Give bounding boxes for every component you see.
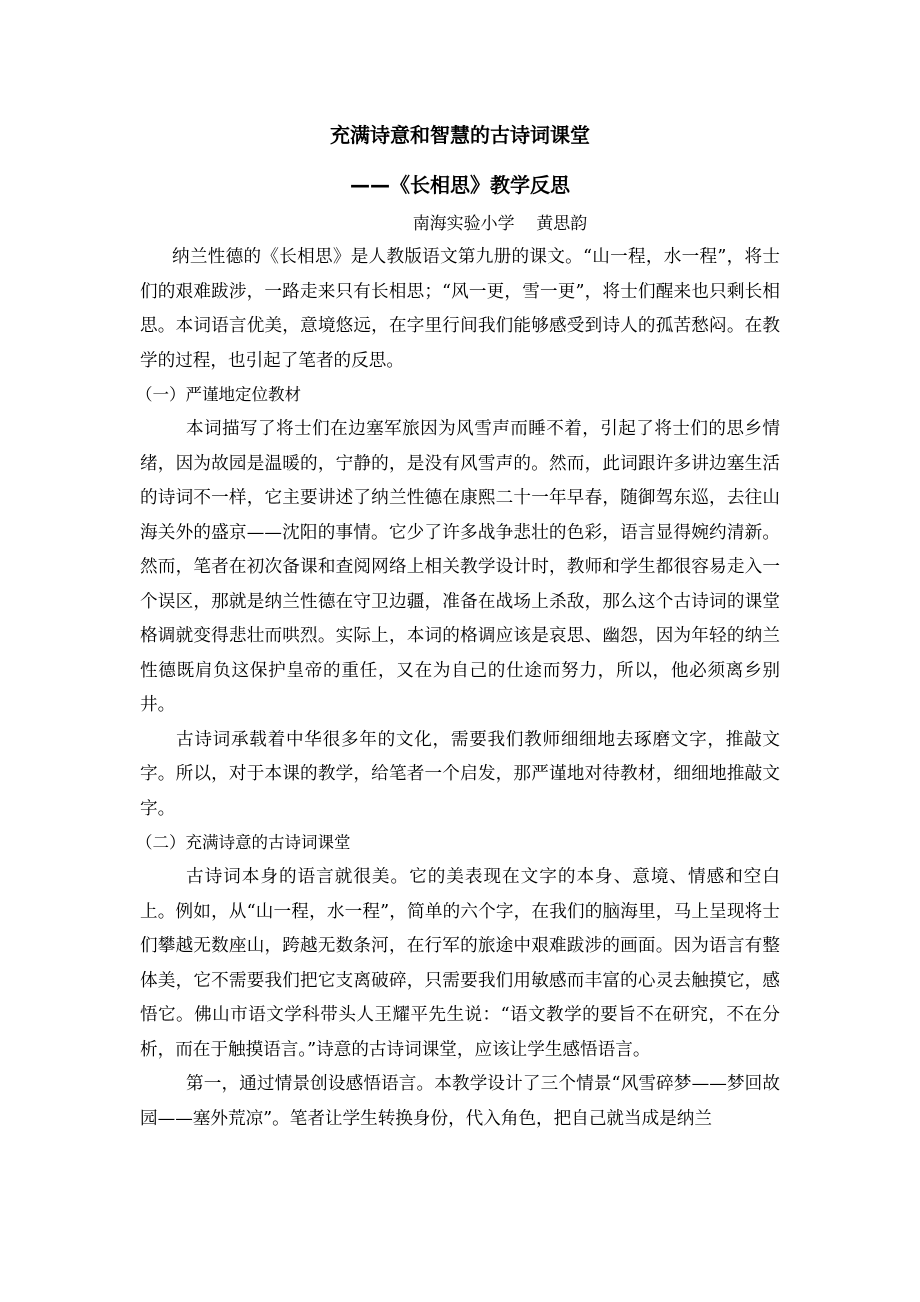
document-page: [136, 108, 780, 1136]
section-1-paragraph-1: 本词描写了将士们在边塞军旅因为风雪声而睡不着，引起了将士们的思乡情绪，因为故园是温暖的，宁静的，是没有风雪声的。然而，此词跟许多讲边塞生活的诗词不一样，它主要讲述了纳兰性德在康熙二十一年早春，随御驾东巡，去往山海关外的盛京——沈阳的事情。它少了许多战争悲壮的色彩，语言显得婉约清新。然而，笔者在初次备课和查阅网络上相关教学设计时，教师和学生都很容易走入一个误区，那就是纳兰性德在守卫边疆，准备在战场上杀敌，那么这个古诗词的课堂格调就变得悲壮而哄烈。实际上，本词的格调应该是哀思、幽怨，因为年轻的纳兰性德既肩负这保护皇帝的重任，又在为自己的仕途而努力，所以，他必须离乡别井。: [140, 419, 780, 715]
section-heading-1: （一）严谨地定位教材: [136, 385, 301, 404]
section-heading-2: （二）充满诗意的古诗词课堂: [136, 833, 351, 852]
intro-paragraph: 纳兰性德的《长相思》是人教版语文第九册的课文。“山一程，水一程”，将士们的艰难跋涉，一路走来只有长相思；“风一更，雪一更”，将士们醒来也只剩长相思。本词语言优美，意境悠远，在字里行间我们能够感受到诗人的孤苦愁闷。在教学的过程，也引起了笔者的反思。: [140, 247, 780, 371]
author-line: 南海实验小学 黄思韵: [412, 214, 588, 234]
section-2-paragraph-2: 第一，通过情景创设感悟语言。本教学设计了三个情景“风雪碎梦——梦回故园——塞外荒凉”。笔者让学生转换身份，代入角色，把自己就当成是纳兰: [140, 1074, 780, 1129]
section-1-paragraph-2: 古诗词承载着中华很多年的文化，需要我们教师细细地去琢磨文字，推敲文字。所以，对于本课的教学，给笔者一个启发，那严谨地对待教材，细细地推敲文字。: [140, 729, 780, 819]
document-title: 充满诗意和智慧的古诗词课堂: [330, 123, 590, 147]
section-2-paragraph-1: 古诗词本身的语言就很美。它的美表现在文字的本身、意境、情感和空白上。例如，从“山一程，水一程”，简单的六个字，在我们的脑海里，马上呈现将士们攀越无数座山，跨越无数条河，在行军的旅途中艰难跋涉的画面。因为语言有整体美，它不需要我们把它支离破碎，只需要我们用敏感而丰富的心灵去触摸它，感悟它。佛山市语文学科带头人王耀平先生说：“语文教学的要旨不在研究，不在分析，而在于触摸语言。”诗意的古诗词课堂，应该让学生感悟语言。: [140, 867, 780, 1060]
document-subtitle: ——《长相思》教学反思: [350, 173, 570, 197]
